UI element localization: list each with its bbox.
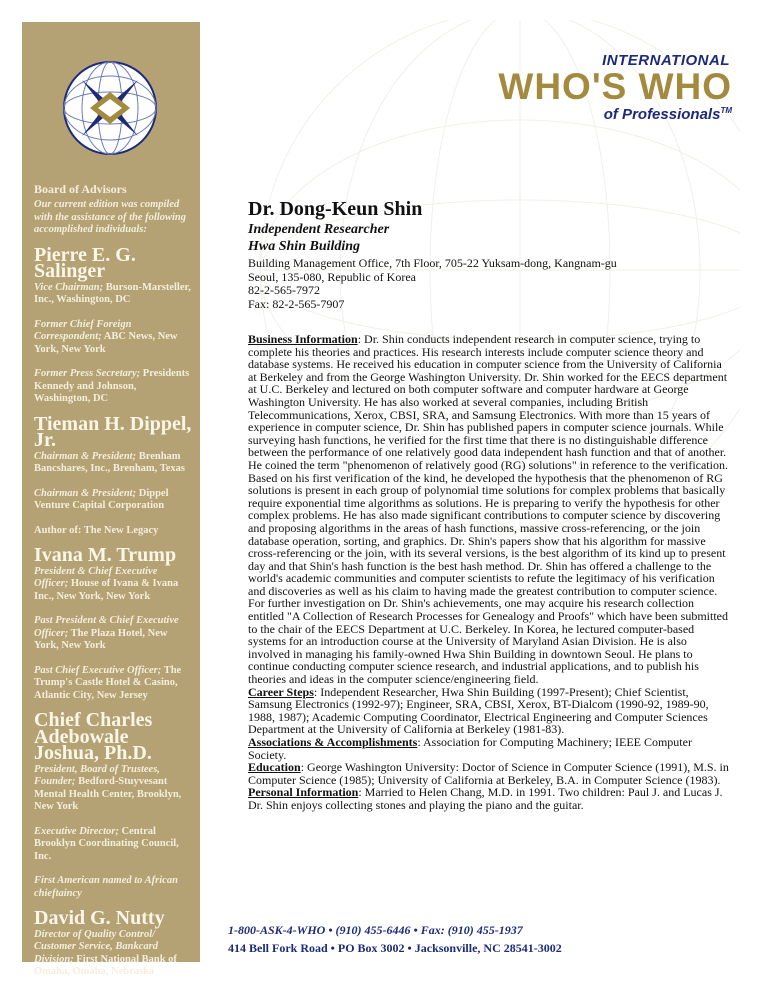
- footer-contact: 1-800-ASK-4-WHO • (910) 455-6446 • Fax: (910) 455-1937: [228, 923, 523, 937]
- advisor-title: Chairman & President;: [34, 487, 137, 499]
- advisor-title: President & Chief Executive Officer;: [34, 565, 158, 589]
- profile-address: [248, 257, 728, 311]
- profile-body: [248, 333, 730, 812]
- advisor-name: Pierre E. G. Salinger: [34, 243, 136, 282]
- advisor-list: [34, 243, 194, 979]
- advisor-title: President, Board of Trustees, Founder;: [34, 763, 160, 787]
- associations-label: Associations & Accomplishments: [248, 735, 418, 749]
- profile-card: [248, 198, 728, 311]
- advisor-title: Chairman & President;: [34, 450, 137, 462]
- advisor-org: Presidents Kennedy and Johnson, Washington, DC: [34, 368, 190, 404]
- advisor-entry: [34, 875, 194, 900]
- advisor-name: Chief Charles Adebowale Joshua, Ph.D.: [34, 709, 153, 764]
- career-label: Career Steps: [248, 684, 314, 699]
- board-of-advisors: [34, 182, 194, 991]
- advisor-entry: [34, 826, 194, 864]
- advisor-entry: [34, 243, 194, 307]
- advisor-entry: [34, 368, 194, 406]
- advisor-entry: [34, 544, 194, 603]
- advisor-entry: [34, 709, 194, 814]
- advisor-org: The Trump's Castle Hotel & Casino, Atlantic City, New Jersey: [34, 664, 182, 701]
- advisor-title: Former Press Secretary;: [34, 368, 141, 379]
- advisor-org: Bedford-Stuyvesant Mental Health Center, Brooklyn, New York: [34, 776, 182, 812]
- profile-title: Independent Researcher: [248, 222, 390, 237]
- advisor-org: ABC News, New York, New York: [34, 331, 178, 355]
- business-label: Business Information: [248, 332, 358, 346]
- advisor-org: Dippel Venture Capital Corporation: [34, 487, 169, 511]
- advisor-entry: [34, 319, 194, 357]
- personal-section: [248, 786, 730, 811]
- header-international: INTERNATIONAL: [602, 52, 730, 69]
- associations-text: : Association for Computing Machinery; IEEE Computer Society.: [248, 735, 692, 762]
- personal-text: : Married to Helen Chang, M.D. in 1991. Two children: Paul J. and Lucas J. Dr. Shin enjoys collecting stones and playing the piano and the guitar.: [248, 785, 723, 812]
- globe-logo-icon: [60, 58, 160, 158]
- advisor-org: House of Ivana & Ivana Inc., New York, New York: [34, 578, 179, 602]
- advisor-name: David G. Nutty: [34, 907, 165, 929]
- sidebar-panel: [22, 22, 200, 977]
- fax: Fax: 82-2-565-7907: [248, 296, 345, 311]
- advisor-name: Tieman H. Dippel, Jr.: [34, 412, 192, 451]
- advisor-org: Central Brooklyn Coordinating Council, Inc.: [34, 825, 179, 862]
- board-title: Board of Advisors: [34, 182, 127, 196]
- profile-company: Hwa Shin Building: [248, 239, 361, 254]
- advisor-title: First American named to African chieftaincy: [34, 875, 178, 899]
- business-text: : Dr. Shin conducts independent research in computer science, trying to complete his theories and practices. His research interests include computer science theory and database systems. He received his education in computer science from the University of California at Berkeley and from the George Washington University. Dr. Shin worked for the EECS department at U.C. Berkeley and lectured on both computer software and computer hardware at George Washington University. He has also worked at several companies, including British Telecommunications, Xerox, CBSI, SRA, and Samsung Electronics. With more than 15 years of experience in computer science, Dr. Shin has published papers in computer science journals. While surveying hash functions, he verified for the first time that there is no distinguishable difference between the performance of one relatively good data independent hash function and that of another. He coined the term "phenomenon of relatively good (RG) solutions" in reference to the verification. Based on his first verification of the kind, he developed the hypothesis that the phenomenon of RG solutions is present in each group of polynomial time solutions for complex problems that basically require exponential time algorithms as solutions. He is preparing to verify the hypothesis for other complex problems. He has also made significant contributions to computer science by discovering and proposing algorithms in the areas of hash functions, massive cross-referencing, or the join database operation, sorting, and graphics. Dr. Shin's papers show that his algorithm for massive cross-referencing or the join, with its several versions, is the best algorithm of its kind up to present day and that Shin's hash function is the best hash method. Dr. Shin has offered a challenge to the world's academic communities and computer scientists to refute the legitimacy of his verification and discoveries as well as his claim to having made the greatest contribution to computer science. For further investigation on Dr. Shin's achievements, one may acquire his research collection entitled "A Collection of Research Processes for Genealogy and Proofs" which have been submitted to the chair of the EECS Department at U.C. Berkeley. In Korea, he lectured computer-based systems for an introduction course at the University of Maryland Asian Division. He is also involved in managing his family-owned Hwa Shin Building in downtown Seoul. He plans to continue conducting computer science research, and industrial applications, and to publish his theories and ideas in the computer science/engineering field.: [248, 332, 729, 687]
- advisor-entry: [34, 525, 194, 538]
- header-of-professionals: [604, 106, 732, 123]
- advisor-entry: [34, 412, 194, 476]
- personal-label: Personal Information: [248, 785, 359, 800]
- trademark: TM: [720, 106, 732, 115]
- advisor-entry: [34, 615, 194, 653]
- career-section: [248, 686, 730, 736]
- business-section: [248, 333, 730, 686]
- profile-name: Dr. Dong-Keun Shin: [248, 198, 423, 220]
- header-of-professionals-text: of Professionals: [603, 106, 721, 123]
- footer-address: 414 Bell Fork Road • PO Box 3002 • Jacksonville, NC 28541-3002: [228, 941, 562, 955]
- advisor-org: The Plaza Hotel, New York, New York: [34, 627, 168, 651]
- education-label: Education: [248, 760, 301, 775]
- advisor-title: Director of Quality Control/ Customer Service, Bankcard Division;: [34, 928, 158, 965]
- advisor-org: First National Bank of Omaha, Omaha, Nebraska: [34, 953, 177, 977]
- advisor-title: Vice Chairman;: [34, 281, 104, 293]
- board-intro: Our current edition was compiled with the assistance of the following accomplished individuals:: [34, 199, 186, 235]
- education-text: : George Washington University: Doctor of Science in Computer Science (1991), M.S. in Computer Science (1985); University of California at Berkeley, B.A. in Computer Science (1983).: [248, 760, 729, 787]
- advisor-name: Ivana M. Trump: [34, 544, 177, 566]
- advisor-entry: [34, 907, 194, 979]
- advisor-entry: [34, 488, 194, 513]
- advisor-entry: [34, 665, 194, 703]
- advisor-org: Burson-Marsteller, Inc., Washington, DC: [34, 281, 191, 305]
- advisor-org: Brenham Bancshares, Inc., Brenham, Texas: [34, 450, 186, 474]
- career-text: : Independent Researcher, Hwa Shin Building (1997-Present); Chief Scientist, Samsung Electronics (1992-97); Engineer, SRA, CBSI, Xerox, BT-Dialcom (1990-92, 1989-90, 1988, 1987); Academic Computing Coordinator, Electrical Engineering and Computer Sciences Department at the University of California at Berkeley (1981-83).: [248, 684, 709, 737]
- associations-section: [248, 736, 730, 761]
- education-section: [248, 761, 730, 786]
- advisor-title: Executive Director;: [34, 825, 119, 837]
- header-whos-who: WHO'S WHO: [498, 66, 732, 107]
- address-line-1: Building Management Office, 7th Floor, 705-22 Yuksam-dong, Kangnam-gu: [248, 256, 617, 270]
- advisor-title: Past Chief Executive Officer;: [34, 664, 162, 676]
- address-line-2: Seoul, 135-080, Republic of Korea: [248, 269, 416, 284]
- advisor-title: Past President & Chief Executive Officer;: [34, 615, 179, 639]
- advisor-title: Former Chief Foreign Correspondent;: [34, 318, 132, 342]
- advisor-org: Author of: The New Legacy: [34, 524, 159, 536]
- phone: 82-2-565-7972: [248, 283, 320, 297]
